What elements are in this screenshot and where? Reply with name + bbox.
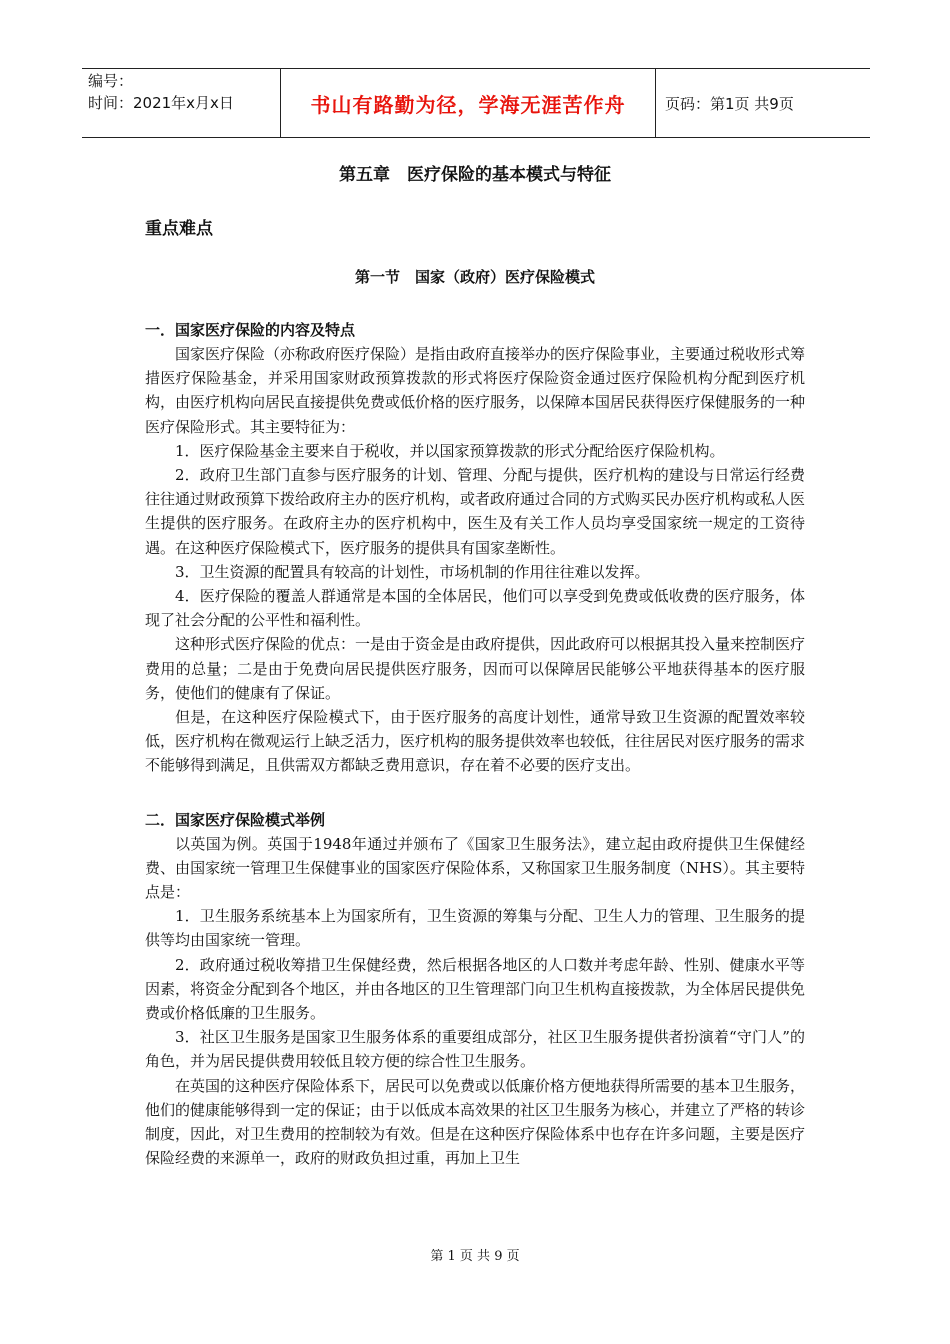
paragraph: 以英国为例。英国于1948年通过并颁布了《国家卫生服务法》，建立起由政府提供卫生保健经费、由国家统一管理卫生保健事业的国家医疗保险体系，又称国家卫生服务制度（NHS）。其主要特点是： xyxy=(145,834,805,902)
document-header xyxy=(82,68,870,138)
paragraph: 这种形式医疗保险的优点：一是由于资金是由政府提供，因此政府可以根据其投入量来控制医疗费用的总量；二是由于免费向居民提供医疗服务，因而可以保障居民能够公平地获得基本的医疗服务，使他们的健康有了保证。 xyxy=(145,635,806,702)
key-points-heading: 重点难点 xyxy=(145,219,213,239)
paragraph: 国家医疗保险（亦称政府医疗保险）是指由政府直接举办的医疗保险事业，主要通过税收形式筹措医疗保险基金，并采用国家财政预算拨款的形式将医疗保险资金通过医疗保险机构分配到医疗机构，由医疗机构向居民直接提供免费或低价格的医疗服务，以保障本国居民获得医疗保健服务的一种医疗保险形式。其主要特征为： xyxy=(145,345,806,436)
page-footer: 第 1 页 共 9 页 xyxy=(430,1249,520,1264)
section-title: 第一节 国家（政府）医疗保险模式 xyxy=(354,268,595,286)
header-meta xyxy=(82,69,280,137)
subsection-1-title: 一．国家医疗保险的内容及特点 xyxy=(145,321,356,339)
paragraph: 2．政府通过税收筹措卫生保健经费，然后根据各地区的人口数并考虑年龄、性别、健康水平等因素，将资金分配到各个地区，并由各地区的卫生管理部门向卫生机构直接拨款，为全体居民提供免费或价格低廉的卫生服务。 xyxy=(145,955,806,1023)
header-motto: 书山有路勤为径，学海无涯苦作舟 xyxy=(280,69,656,137)
paragraph: 3．卫生资源的配置具有较高的计划性，市场机制的作用往往难以发挥。 xyxy=(175,562,650,581)
date-label: 时间：2021年x月x日 xyxy=(88,94,234,112)
paragraph: 1．卫生服务系统基本上为国家所有，卫生资源的筹集与分配、卫生人力的管理、卫生服务的提供等均由国家统一管理。 xyxy=(145,907,805,950)
paragraph: 2．政府卫生部门直参与医疗服务的计划、管理、分配与提供，医疗机构的建设与日常运行经费往往通过财政预算下拨给政府主办的医疗机构，或者政府通过合同的方式购买民办医疗机构或私人医生提供的医疗服务。在政府主办的医疗机构中，医生及有关工作人员均享受国家统一规定的工资待遇。在这种医疗保险模式下，医疗服务的提供具有国家垄断性。 xyxy=(145,466,806,557)
header-page-info: 页码：第1页 共9页 xyxy=(665,94,794,113)
paragraph: 在英国的这种医疗保险体系下，居民可以免费或以低廉价格方便地获得所需要的基本卫生服务，他们的健康能够得到一定的保证；由于以低成本高效果的社区卫生服务为核心，并建立了严格的转诊制度，因此，对卫生费用的控制较为有效。但是在这种医疗保险体系中也存在许多问题，主要是医疗保险经费的来源单一，政府的财政负担过重，再加上卫生 xyxy=(145,1076,806,1168)
paragraph: 3．社区卫生服务是国家卫生服务体系的重要组成部分，社区卫生服务提供者扮演着“守门人”的角色，并为居民提供费用较低且较方便的综合性卫生服务。 xyxy=(145,1028,805,1071)
paragraph: 4．医疗保险的覆盖人群通常是本国的全体居民，他们可以享受到免费或低收费的医疗服务，体现了社会分配的公平性和福利性。 xyxy=(145,587,805,630)
document-body xyxy=(145,150,805,1171)
paragraph: 1．医疗保险基金主要来自于税收，并以国家预算拨款的形式分配给医疗保险机构。 xyxy=(175,441,725,460)
chapter-title: 第五章 医疗保险的基本模式与特征 xyxy=(339,165,611,185)
subsection-2-title: 二．国家医疗保险模式举例 xyxy=(145,810,326,829)
paragraph: 但是，在这种医疗保险模式下，由于医疗服务的高度计划性，通常导致卫生资源的配置效率较低，医疗机构在微观运行上缺乏活力，医疗机构的服务提供效率也较低，往往居民对医疗服务的需求不能够得到满足，且供需双方都缺乏费用意识，存在着不必要的医疗支出。 xyxy=(145,708,806,775)
number-label: 编号： xyxy=(88,72,134,90)
